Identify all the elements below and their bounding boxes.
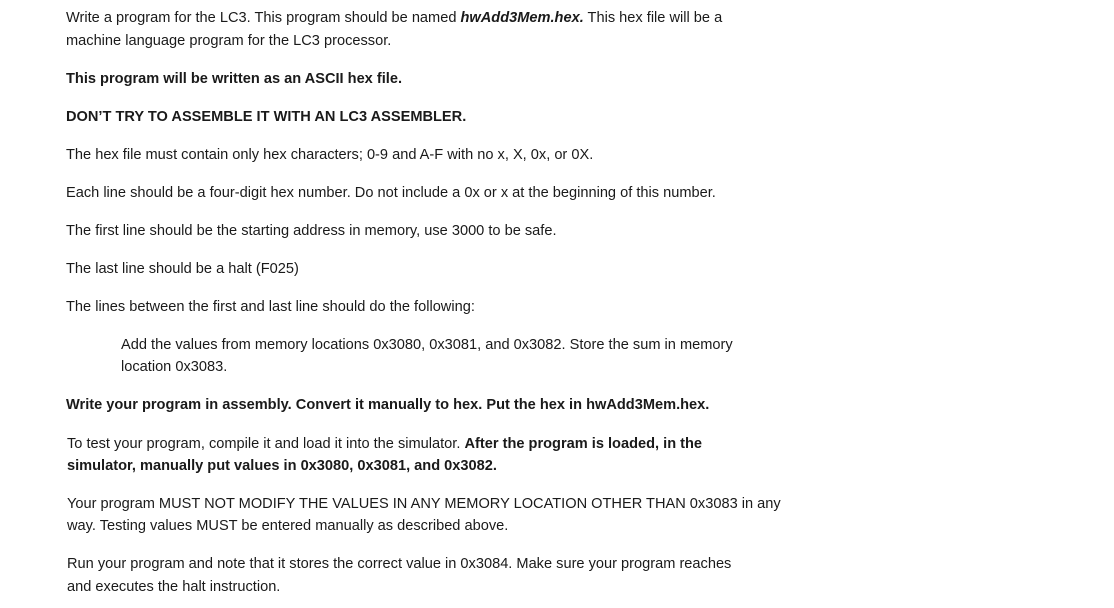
task-line-2: location 0x3083. (121, 359, 228, 375)
write-instructions: Write your program in assembly. Convert it manually to hex. Put the hex in hwAdd3Mem.hex. (66, 397, 710, 413)
test-text-a: To test your program, compile it and load it into the simulator. (67, 436, 465, 452)
run-line-1: Run your program and note that it stores the correct value in 0x3084. Make sure your program reaches (67, 556, 732, 572)
test-line-1 (67, 433, 702, 456)
intro-text-a: Write a program for the LC3. This program should be named (66, 10, 461, 26)
hex-chars-rule: The hex file must contain only hex characters; 0-9 and A-F with no x, X, 0x, or 0X. (66, 147, 594, 163)
program-filename: hwAdd3Mem.hex. (460, 10, 584, 26)
test-text-b: After the program is loaded, in the (464, 436, 703, 452)
task-line-1: Add the values from memory locations 0x3080, 0x3081, and 0x3082. Store the sum in memory (121, 337, 733, 353)
intro-line-2: machine language program for the LC3 processor. (66, 33, 392, 49)
between-lines-intro: The lines between the first and last line should do the following: (66, 299, 475, 315)
intro-line-1 (66, 7, 722, 30)
line-format-rule: Each line should be a four-digit hex number. Do not include a 0x or x at the beginning of this number. (66, 185, 716, 201)
test-line-2: simulator, manually put values in 0x3080, 0x3081, and 0x3082. (67, 458, 497, 474)
constraint-line-2: way. Testing values MUST be entered manually as described above. (67, 518, 509, 534)
last-line-rule: The last line should be a halt (F025) (66, 261, 299, 277)
first-line-rule: The first line should be the starting address in memory, use 3000 to be safe. (66, 223, 557, 239)
intro-text-b: This hex file will be a (583, 10, 723, 26)
assembler-warning: DON’T TRY TO ASSEMBLE IT WITH AN LC3 ASSEMBLER. (66, 109, 467, 125)
ascii-note: This program will be written as an ASCII hex file. (66, 71, 402, 87)
run-line-2: and executes the halt instruction. (67, 579, 281, 595)
constraint-line-1: Your program MUST NOT MODIFY THE VALUES IN ANY MEMORY LOCATION OTHER THAN 0x3083 in any (67, 496, 781, 512)
